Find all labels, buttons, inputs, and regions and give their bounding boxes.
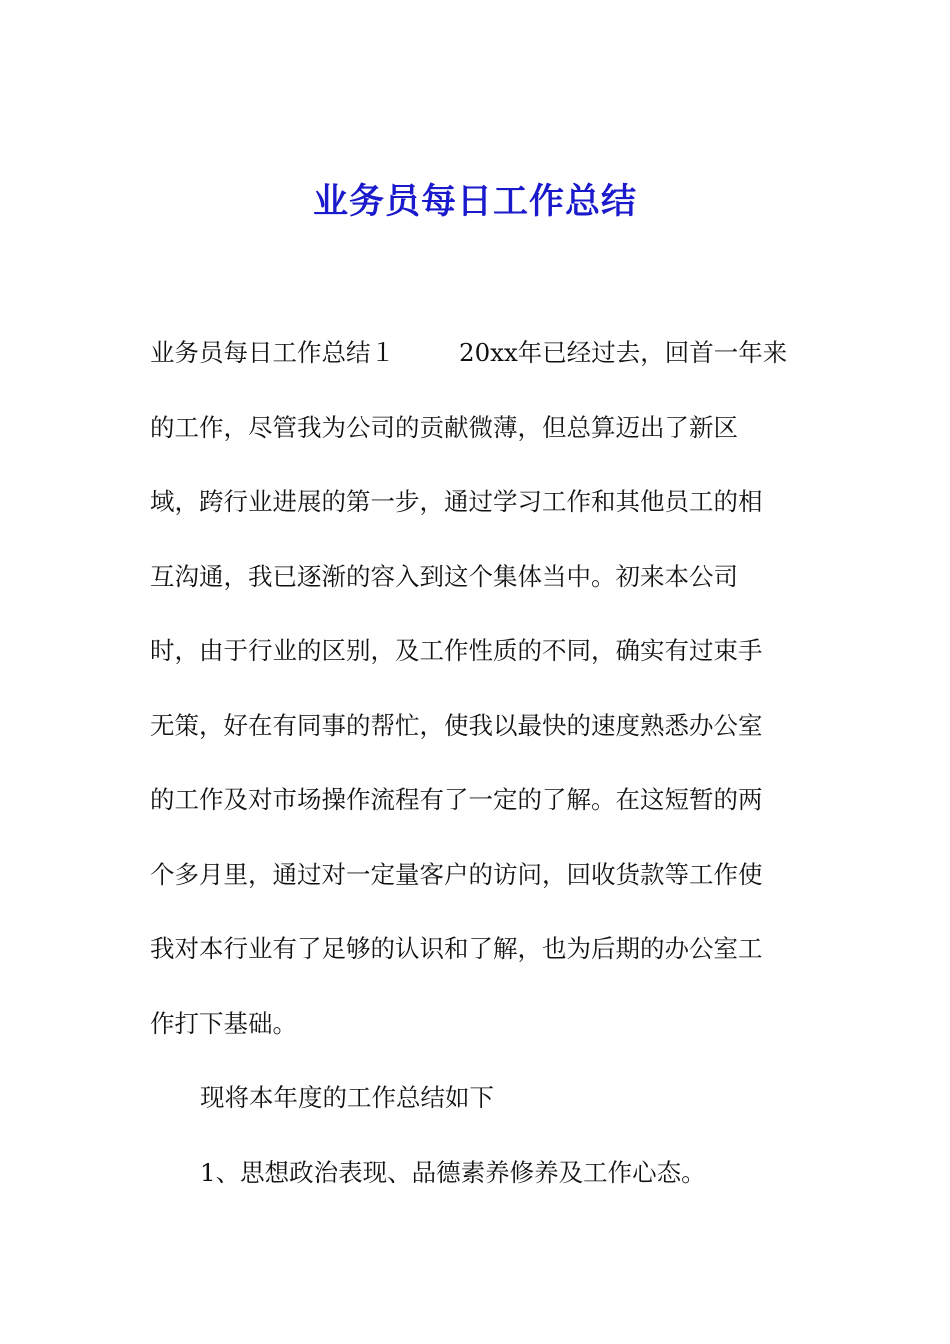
paragraph-line-4: 互沟通，我已逐渐的容入到这个集体当中。初来本公司 [150,561,738,591]
paragraph-line-2: 的工作，尽管我为公司的贡献微薄，但总算迈出了新区 [150,412,738,442]
intro-line: 现将本年度的工作总结如下 [200,1083,494,1112]
section-heading: 业务员每日工作总结１ [150,338,395,367]
paragraph-text: 20xx年已经过去，回首一年来 [459,338,788,367]
paragraph-line-7: 的工作及对市场操作流程有了一定的了解。在这短暂的两 [150,785,763,814]
paragraph-line-5: 时，由于行业的区别，及工作性质的不同，确实有过束手 [150,636,763,665]
paragraph-line-1 [150,330,800,405]
paragraph-line-9: 我对本行业有了足够的认识和了解，也为后期的办公室工 [150,934,763,963]
document-body [150,330,800,1224]
document-title: 业务员每日工作总结 [312,181,637,222]
section-heading-1: 1、思想政治表现、品德素养修养及工作心态。 [200,1157,706,1187]
paragraph-line-8: 个多月里，通过对一定量客户的访问，回收货款等工作使 [150,859,763,889]
paragraph-line-3: 域，跨行业进展的第一步，通过学习工作和其他员工的相 [150,487,763,516]
paragraph-line-6: 无策，好在有同事的帮忙，使我以最快的速度熟悉办公室 [150,710,763,740]
paragraph-line-10: 作打下基础。 [150,1008,297,1038]
